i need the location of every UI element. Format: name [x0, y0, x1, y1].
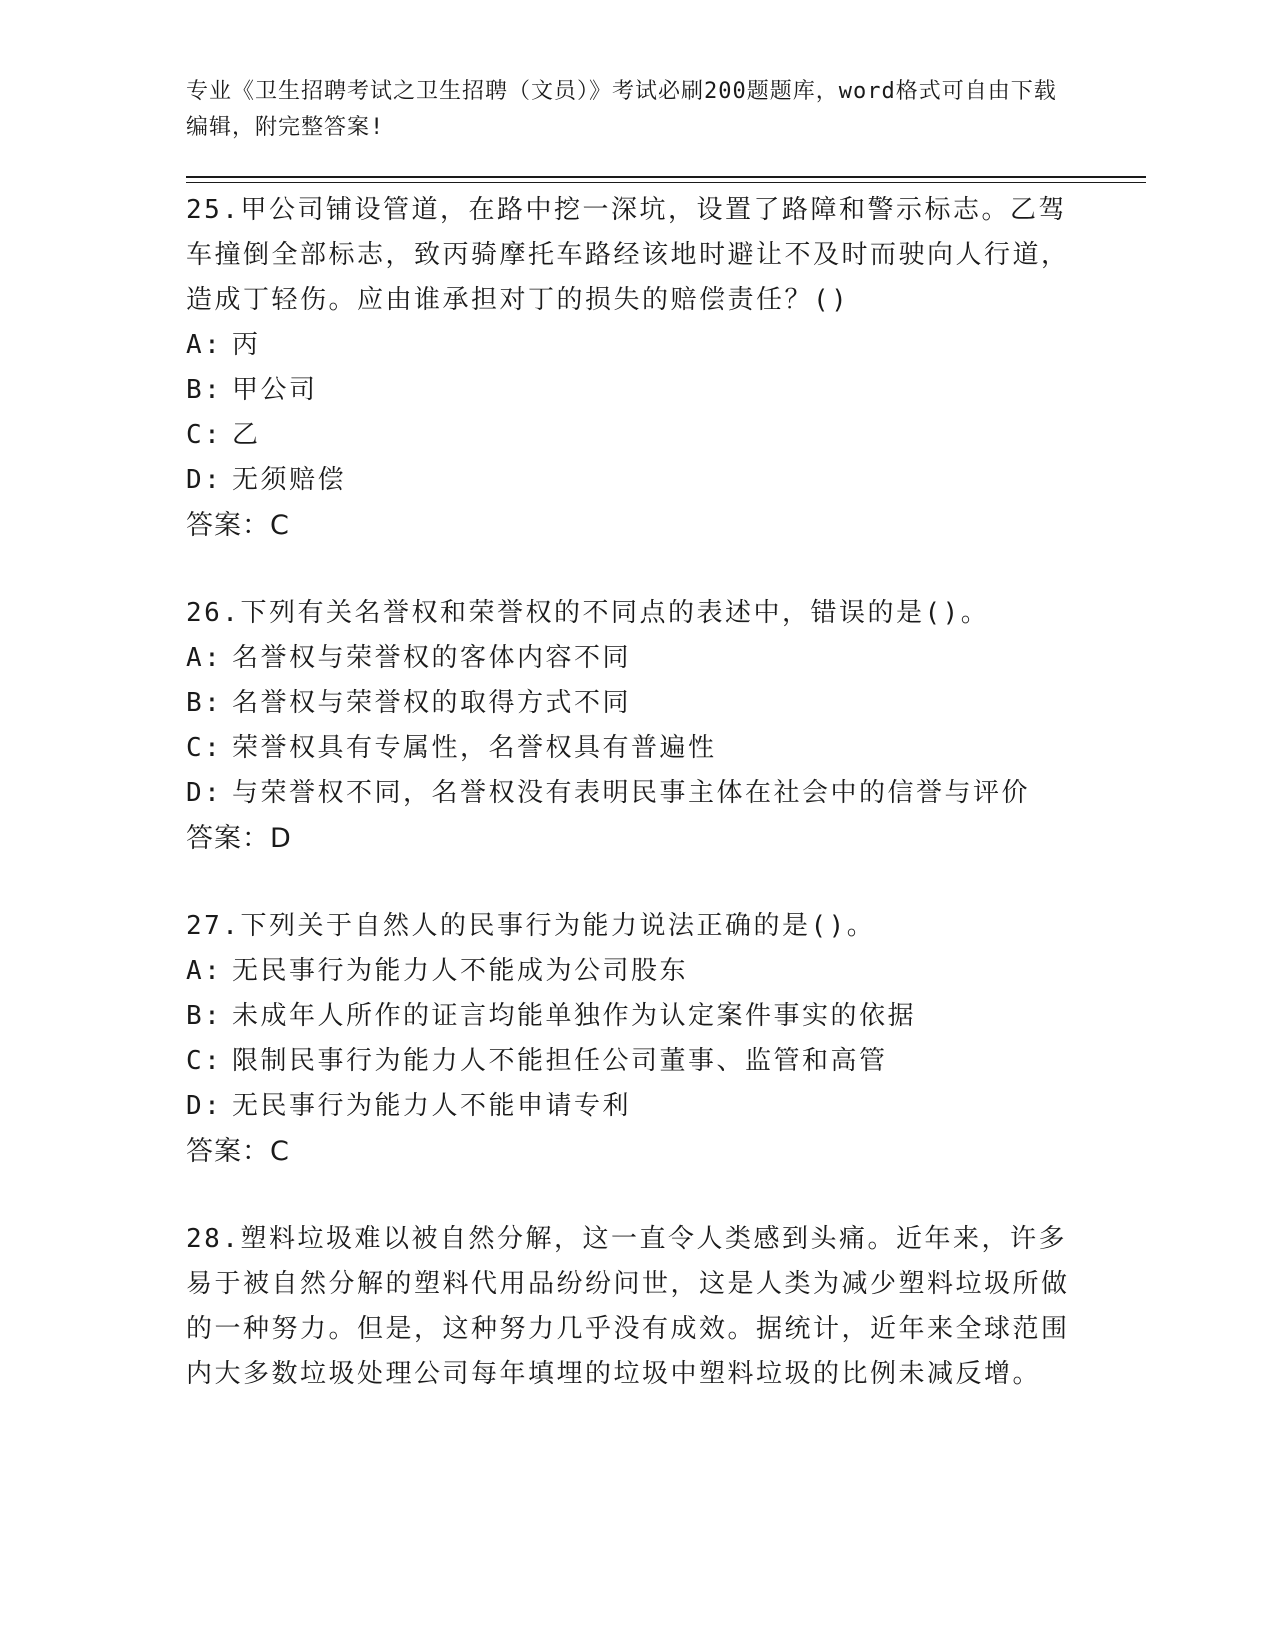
- option-c: [186, 726, 1086, 771]
- question-25: [186, 188, 1086, 549]
- option-letter: D:: [186, 778, 223, 808]
- option-text: 与荣誉权不同，名誉权没有表明民事主体在社会中的信誉与评价: [232, 778, 1031, 808]
- option-d: [186, 771, 1086, 816]
- option-letter: D:: [186, 465, 223, 495]
- option-text: 丙: [232, 330, 261, 360]
- option-letter: C:: [186, 733, 223, 763]
- question-28: [186, 1217, 1086, 1397]
- answer-line: 答案：C: [186, 1136, 290, 1167]
- header-rule-thin: [186, 182, 1146, 183]
- question-stem: 25.甲公司铺设管道，在路中挖一深坑，设置了路障和警示标志。乙驾车撞倒全部标志，致丙骑摩托车路经该地时避让不及时而驶向人行道，造成丁轻伤。应由谁承担对丁的损失的赔偿责任？(): [186, 195, 1070, 315]
- question-list: [186, 188, 1086, 1439]
- question-stem: 26.下列有关名誉权和荣誉权的不同点的表述中，错误的是()。: [186, 598, 990, 628]
- option-d: [186, 1084, 1086, 1129]
- option-a: [186, 323, 1086, 368]
- option-letter: A:: [186, 330, 223, 360]
- option-text: 名誉权与荣誉权的客体内容不同: [232, 643, 632, 673]
- option-d: [186, 458, 1086, 503]
- option-letter: A:: [186, 956, 223, 986]
- option-letter: C:: [186, 1046, 223, 1076]
- question-26: [186, 591, 1086, 862]
- option-text: 限制民事行为能力人不能担任公司董事、监管和高管: [232, 1046, 888, 1076]
- header-rule-thick: [186, 176, 1146, 178]
- document-header: 专业《卫生招聘考试之卫生招聘（文员）》考试必刷200题题库，word格式可自由下载编辑，附完整答案!: [186, 79, 1057, 140]
- option-text: 甲公司: [232, 375, 318, 405]
- question-stem: 28.塑料垃圾难以被自然分解，这一直令人类感到头痛。近年来，许多易于被自然分解的塑料代用品纷纷问世，这是人类为减少塑料垃圾所做的一种努力。但是，这种努力几乎没有成效。据统计，近年来全球范围内大多数垃圾处理公司每年填埋的垃圾中塑料垃圾的比例未减反增。: [186, 1224, 1070, 1389]
- question-stem: 27.下列关于自然人的民事行为能力说法正确的是()。: [186, 911, 876, 941]
- option-letter: A:: [186, 643, 223, 673]
- option-c: [186, 1039, 1086, 1084]
- option-text: 荣誉权具有专属性，名誉权具有普遍性: [232, 733, 717, 763]
- option-text: 无民事行为能力人不能申请专利: [232, 1091, 632, 1121]
- option-b: [186, 994, 1086, 1039]
- option-a: [186, 949, 1086, 994]
- option-text: 未成年人所作的证言均能单独作为认定案件事实的依据: [232, 1001, 917, 1031]
- option-text: 无民事行为能力人不能成为公司股东: [232, 956, 689, 986]
- option-text: 名誉权与荣誉权的取得方式不同: [232, 688, 632, 718]
- option-b: [186, 368, 1086, 413]
- answer-line: 答案：D: [186, 823, 292, 854]
- option-b: [186, 681, 1086, 726]
- option-letter: B:: [186, 688, 223, 718]
- option-text: 无须赔偿: [232, 465, 347, 495]
- option-letter: B:: [186, 375, 223, 405]
- option-letter: B:: [186, 1001, 223, 1031]
- question-27: [186, 904, 1086, 1175]
- option-text: 乙: [232, 420, 261, 450]
- option-c: [186, 413, 1086, 458]
- option-a: [186, 636, 1086, 681]
- option-letter: D:: [186, 1091, 223, 1121]
- answer-line: 答案：C: [186, 510, 290, 541]
- option-letter: C:: [186, 420, 223, 450]
